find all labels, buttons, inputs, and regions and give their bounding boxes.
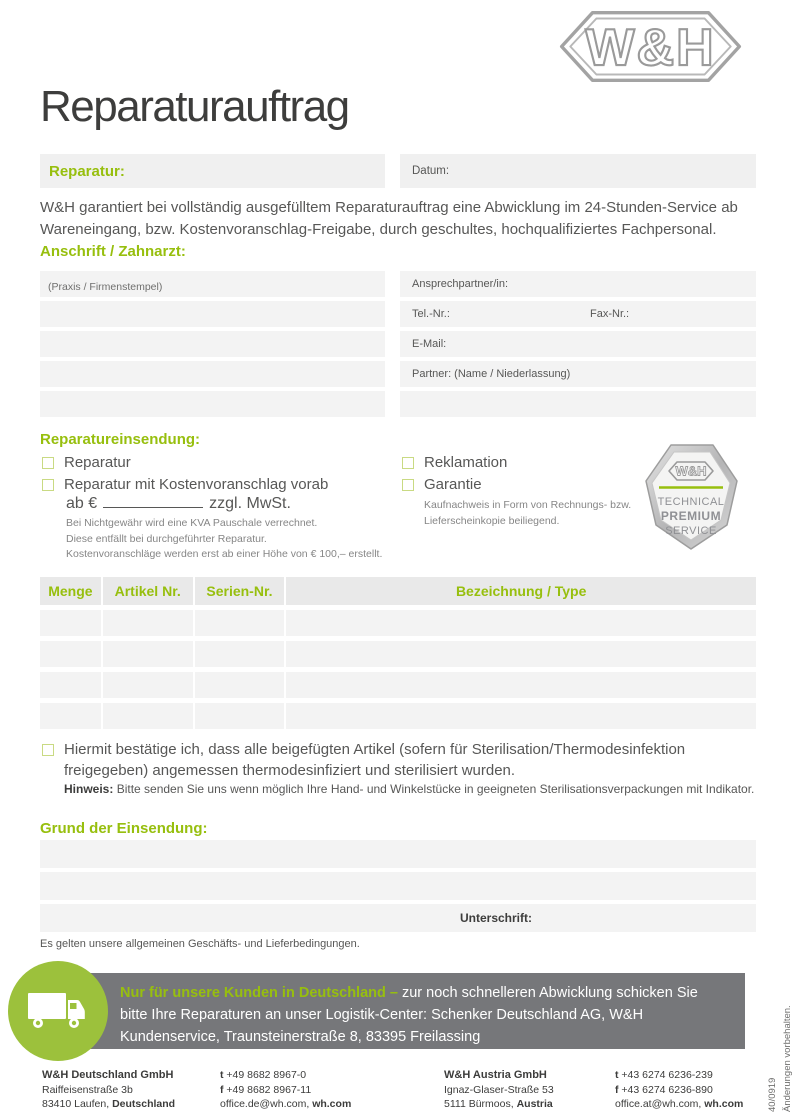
wh-logo [553, 4, 748, 89]
header-serien-nr: Serien-Nr. [195, 577, 285, 605]
ab-suffix: zzgl. MwSt. [209, 495, 291, 512]
contact-de-email: office.de@wh.com, wh.com [220, 1098, 352, 1110]
grund-row-1[interactable] [40, 840, 756, 868]
partner-field[interactable] [400, 361, 756, 387]
signature-row[interactable] [40, 904, 756, 932]
items-table-header [40, 577, 756, 605]
cell-menge[interactable] [40, 703, 101, 729]
contact-at-fax: f +43 6274 6236-890 [615, 1083, 713, 1096]
cell-bezeichnung[interactable] [286, 703, 756, 729]
cell-serien[interactable] [195, 610, 285, 636]
tel-label: Tel.-Nr.: [412, 308, 450, 320]
cell-bezeichnung[interactable] [286, 610, 756, 636]
cell-serien[interactable] [195, 703, 285, 729]
cell-serien[interactable] [195, 672, 285, 698]
checkbox-sterilisation-confirm[interactable] [42, 744, 54, 756]
stamp-row-3[interactable] [40, 331, 385, 357]
contact-at-name: W&H Austria GmbH [444, 1069, 547, 1081]
datum-label: Datum: [412, 165, 450, 177]
garantie-option-label: Garantie [424, 476, 482, 493]
email-label: E-Mail: [412, 338, 447, 350]
contact-de-fax: f +49 8682 8967-11 [220, 1083, 312, 1096]
banner-body: zur noch schnelleren Abwicklung schicken Sie bitte Ihre Reparaturen an unser Logistik-Center: Schenker Deutschland AG, W&H Kundenservice, Traunsteinerstraße 8, 83395 Freilassing [120, 985, 698, 1045]
cell-bezeichnung[interactable] [286, 672, 756, 698]
badge-line1: TECHNICAL [657, 496, 725, 508]
contact-de-street: Raiffeisenstraße 3b [42, 1083, 133, 1096]
contact-empty-row[interactable] [400, 391, 756, 417]
badge-line2: PREMIUM [660, 509, 722, 523]
cell-menge[interactable] [40, 672, 101, 698]
truck-badge [8, 961, 108, 1061]
contact-at-tel: t +43 6274 6236-239 [615, 1069, 713, 1081]
partner-label: Partner: (Name / Niederlassung) [412, 368, 571, 380]
checkbox-garantie[interactable] [402, 479, 414, 491]
kva-fineprint [66, 516, 382, 563]
badge-line3: SERVICE [665, 525, 717, 537]
kostenvoranschlag-option-label: Reparatur mit Kostenvoranschlag vorab [64, 476, 329, 493]
stamp-row-4[interactable] [40, 361, 385, 387]
contact-at-phone [615, 1068, 743, 1112]
contact-de-name: W&H Deutschland GmbH [42, 1069, 174, 1081]
wh-logo-text: W&H [585, 18, 716, 77]
header-artikel-nr: Artikel Nr. [103, 577, 193, 605]
form-number: 40/0919 [767, 1077, 778, 1112]
grund-heading: Grund der Einsendung: [40, 820, 208, 837]
reklamation-option-label: Reklamation [424, 454, 508, 471]
email-field[interactable] [400, 331, 756, 357]
fax-label: Fax-Nr.: [590, 308, 630, 320]
reparatur-label: Reparatur: [49, 162, 125, 180]
truck-icon [26, 987, 90, 1035]
unterschrift-label: Unterschrift: [460, 911, 533, 925]
checkbox-kostenvoranschlag[interactable] [42, 479, 54, 491]
contact-at-city: 5111 Bürmoos, Austria [444, 1098, 553, 1110]
hinweis-label: Hinweis: [64, 782, 117, 796]
contact-de-tel: t +49 8682 8967-0 [220, 1069, 307, 1081]
cell-bezeichnung[interactable] [286, 641, 756, 667]
contact-de-address [42, 1068, 175, 1112]
datum-field[interactable] [400, 154, 756, 188]
amount-input-line[interactable] [103, 494, 203, 508]
einsendung-heading: Reparatureinsendung: [40, 431, 201, 448]
kva-fineprint-line3: Kostenvoranschläge werden erst ab einer Höhe von € 100,– erstellt. [66, 548, 383, 560]
grund-row-2[interactable] [40, 872, 756, 900]
reparatur-option-label: Reparatur [64, 454, 131, 471]
contact-panel [400, 271, 756, 421]
contact-de-city: 83410 Laufen, Deutschland [42, 1098, 176, 1110]
ab-prefix: ab € [66, 495, 98, 512]
stamp-row-2[interactable] [40, 301, 385, 327]
checkbox-reparatur[interactable] [42, 457, 54, 469]
banner-text [120, 982, 720, 1048]
contact-at-address [444, 1068, 554, 1112]
stamp-row-5[interactable] [40, 391, 385, 417]
ab-amount-line [66, 494, 291, 513]
header-menge: Menge [40, 577, 101, 605]
cell-serien[interactable] [195, 641, 285, 667]
germany-shipping-banner [60, 973, 745, 1049]
sterilisation-confirm-text: Hiermit bestätige ich, dass alle beigefügten Artikel (sofern für Sterilisation/Thermodesinfektion freigegeben) angemessen thermodesinfiziert und sterilisiert wurden. [64, 741, 686, 779]
reparatur-field[interactable] [40, 154, 385, 188]
cell-artikel[interactable] [103, 672, 193, 698]
hinweis-note [64, 782, 774, 796]
tel-fax-field[interactable] [400, 301, 756, 327]
table-row [40, 610, 756, 636]
page-title: Reparaturauftrag [40, 82, 349, 131]
hinweis-text: Bitte senden Sie uns wenn möglich Ihre Hand- und Winkelstücke in geeigneten Sterilisationsverpackungen mit Indikator. [116, 782, 755, 796]
badge-wh-text: W&H [675, 463, 707, 479]
garantie-fineprint: Kaufnachweis in Form von Rechnungs- bzw. Lieferscheinkopie beiliegend. [424, 499, 632, 527]
table-row [40, 703, 756, 729]
ansprechpartner-label: Ansprechpartner/in: [412, 278, 508, 290]
contact-at-email: office.at@wh.com, wh.com [615, 1098, 744, 1110]
cell-artikel[interactable] [103, 610, 193, 636]
table-row [40, 641, 756, 667]
ansprechpartner-field[interactable] [400, 271, 756, 297]
anschrift-heading: Anschrift / Zahnarzt: [40, 243, 186, 260]
cell-menge[interactable] [40, 641, 101, 667]
cell-artikel[interactable] [103, 703, 193, 729]
cell-artikel[interactable] [103, 641, 193, 667]
stamp-row-1[interactable] [40, 271, 385, 297]
contact-de-phone [220, 1068, 351, 1112]
contact-at-street: Ignaz-Glaser-Straße 53 [444, 1083, 554, 1096]
checkbox-reklamation[interactable] [402, 457, 414, 469]
items-table [40, 577, 756, 734]
kva-fineprint-line2: Diese entfällt bei durchgeführter Reparatur. [66, 532, 267, 545]
changes-reserved-note: Änderungen vorbehalten. [782, 1005, 793, 1112]
cell-menge[interactable] [40, 610, 101, 636]
header-bezeichnung: Bezeichnung / Type [286, 577, 756, 605]
intro-text: W&H garantiert bei vollständig ausgefülltem Reparaturauftrag eine Abwicklung im 24-Stunden-Service ab Wareneingang, bzw. Kostenvoranschlag-Freigabe, durch geschultes, hochqualifiziertes Fachpersonal. [40, 199, 738, 238]
kva-fineprint-line1: Bei Nichtgewähr wird eine KVA Pauschale verrechnet. [66, 517, 318, 529]
table-row [40, 672, 756, 698]
legal-note: Es gelten unsere allgemeinen Geschäfts- und Lieferbedingungen. [40, 938, 360, 950]
technical-premium-service-badge [643, 441, 740, 553]
praxis-stamp-panel [40, 271, 385, 421]
banner-highlight: Nur für unsere Kunden in Deutschland – [120, 985, 402, 1001]
grund-panel [40, 840, 756, 936]
stamp-label: (Praxis / Firmenstempel) [48, 281, 163, 293]
